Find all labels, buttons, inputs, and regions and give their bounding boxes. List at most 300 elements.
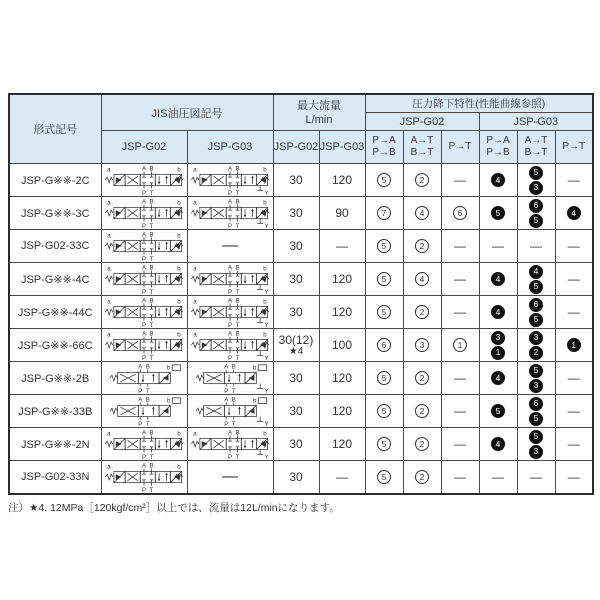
curve-ref-g02-at-bt [403,461,441,495]
svg-text:b: b [177,298,181,306]
curve-ref-g02-pa-pb [365,329,403,362]
model-code: JSP-G※※-66C [9,329,101,362]
jis-symbol-g03-cell [187,329,273,362]
jis-symbol-g02-cell [101,296,187,329]
header-pd-series-g02: JSP-G02 [365,113,479,131]
curve-number-group [453,206,467,220]
curve-ref-g03-pa-pb [479,296,517,329]
svg-text:b: b [263,166,267,174]
svg-text:B: B [145,363,150,371]
jis-valve-symbol-3position-drain [190,296,270,328]
flow-value: 30 [289,370,303,385]
svg-text:A: A [141,429,147,437]
curve-ref-g02-at-bt [403,164,441,197]
curve-number-outline: 1 [453,338,467,352]
jis-valve-symbol-2position [104,395,184,427]
curve-number-group [415,470,429,484]
svg-text:b: b [263,265,267,273]
svg-text:T: T [149,289,154,295]
curve-number-outline: 4 [415,206,429,220]
flow-value: 30 [289,172,303,187]
curve-ref-g02-pt: — [441,362,479,395]
curve-ref-g03-at-bt [517,197,555,230]
curve-number-filled: 6 [529,298,543,312]
svg-text:P: P [227,223,233,229]
max-flow-g02-cell [273,362,319,395]
jis-valve-symbol-3position-drain [190,197,270,229]
header-flow-g03: JSP-G03 [319,131,365,164]
jis-symbol-g03-cell [187,428,273,461]
svg-text:A: A [141,297,147,305]
svg-text:A: A [227,165,233,173]
svg-text:B: B [235,198,240,206]
svg-text:Y: Y [264,421,269,427]
flow-value: 30 [289,304,303,319]
svg-text:P: P [141,487,147,493]
jis-symbol-g02-cell [101,362,187,395]
svg-text:a: a [193,430,197,438]
curve-number-filled: 4 [491,272,505,286]
svg-text:Y: Y [264,223,269,229]
max-flow-g02-cell [273,428,319,461]
max-flow-g02-cell [273,164,319,197]
svg-text:T: T [149,256,154,262]
curve-ref-g02-pa-pb [365,428,403,461]
table-row [9,296,593,329]
pd-col-line: P→B [372,147,396,158]
flow-value: 30 [289,271,303,286]
max-flow-g03-cell: — [319,230,365,263]
jis-symbol-g02-cell [101,329,187,362]
svg-text:T: T [235,289,240,295]
max-flow-g02-cell [273,230,319,263]
curve-ref-g02-pa-pb [365,263,403,296]
svg-text:T: T [235,190,240,196]
jis-valve-symbol-3position [104,197,184,229]
header-flow-g02: JSP-G02 [273,131,319,164]
svg-text:a: a [193,265,197,273]
svg-text:P: P [224,388,229,394]
curve-number-filled: 5 [529,166,543,180]
curve-ref-g03-at-bt [517,362,555,395]
jis-valve-symbol-3position [104,329,184,361]
curve-number-group [491,437,505,451]
jis-symbol-g03-cell [187,164,273,197]
svg-text:a: a [107,166,111,174]
max-flow-g03-cell: 120 [319,395,365,428]
curve-number-group [415,371,429,385]
svg-text:T: T [149,355,154,361]
table-row [9,395,593,428]
svg-text:b: b [177,430,181,438]
curve-number-group [491,272,505,286]
curve-number-filled: 5 [529,313,543,327]
curve-number-group [377,437,391,451]
table-row [9,362,593,395]
curve-number-group [415,305,429,319]
pd-col-line: P→T [448,141,472,152]
svg-text:T: T [235,454,240,460]
curve-ref-g03-at-bt: — [517,461,555,495]
table-body [9,164,593,495]
jis-valve-symbol-3position-drain [190,329,270,361]
curve-ref-g03-pt [555,197,593,230]
jis-symbol-g03-cell: — [187,230,273,263]
curve-number-outline: 5 [377,272,391,286]
svg-text:B: B [231,396,236,404]
max-flow-g03-cell: 120 [319,263,365,296]
curve-number-filled: 5 [529,280,543,294]
curve-ref-g02-at-bt [403,263,441,296]
jis-symbol-g02-cell [101,263,187,296]
jis-symbol-g03-cell [187,296,273,329]
curve-number-group [529,430,543,459]
svg-text:b: b [252,364,257,372]
curve-number-group [377,371,391,385]
curve-number-group [491,206,505,220]
curve-number-filled: 2 [529,346,543,360]
curve-number-filled: 4 [491,173,505,187]
curve-number-filled: 1 [491,346,505,360]
svg-text:T: T [149,487,154,493]
svg-text:P: P [141,355,147,361]
svg-text:b: b [166,364,171,372]
max-flow-g03-cell: — [319,461,365,495]
svg-text:P: P [224,421,229,427]
curve-number-group [415,239,429,253]
curve-number-group [415,404,429,418]
curve-number-group [491,404,505,418]
curve-number-group [567,338,581,352]
curve-ref-g03-pa-pb: — [479,230,517,263]
svg-text:Y: Y [264,190,269,196]
flow-value: 30(12) [278,332,314,347]
svg-text:A: A [141,264,147,272]
svg-text:Y: Y [264,388,269,394]
header-g02-pt [441,131,479,164]
header-jis-g02: JSP-G02 [101,131,187,164]
svg-text:B: B [149,297,154,305]
model-code: JSP-G※※-2C [9,164,101,197]
svg-text:A: A [141,165,147,173]
curve-ref-g02-pt: — [441,263,479,296]
svg-text:P: P [141,289,147,295]
svg-text:B: B [145,396,150,404]
svg-text:T: T [149,223,154,229]
svg-text:P: P [227,190,233,196]
max-flow-g03-cell: 120 [319,428,365,461]
table-row [9,428,593,461]
svg-text:A: A [227,198,233,206]
svg-text:A: A [227,429,233,437]
model-code: JSP-G※※-44C [9,296,101,329]
footnote: 注）★4. 12MPa［120kgf/cm²］以上では、流量は12L/minになります。 [8,502,340,514]
svg-text:Y: Y [264,322,269,328]
svg-text:b: b [263,298,267,306]
header-pressure-drop: 圧力降下特性(性能曲線参照) [365,94,593,113]
table-row [9,461,593,495]
header-row-1 [9,94,593,113]
curve-ref-g02-pt: — [441,230,479,263]
curve-ref-g03-pa-pb [479,263,517,296]
svg-text:B: B [235,297,240,305]
curve-number-outline: 7 [377,206,391,220]
svg-text:b: b [177,463,181,471]
curve-ref-g02-pa-pb [365,461,403,495]
curve-ref-g03-at-bt [517,263,555,296]
curve-ref-g03-at-bt [517,395,555,428]
curve-ref-g02-at-bt [403,230,441,263]
curve-ref-g02-pt: — [441,428,479,461]
curve-number-filled: 4 [529,265,543,279]
header-g03-pa-pb [479,131,517,164]
max-flow-g03-cell: 120 [319,296,365,329]
svg-text:Y: Y [264,355,269,361]
curve-ref-g03-pa-pb [479,362,517,395]
max-flow-g02-cell [273,296,319,329]
curve-number-outline: 2 [415,239,429,253]
curve-number-group [377,338,391,352]
jis-symbol-g02-cell [101,461,187,495]
curve-ref-g03-pt: — [555,461,593,495]
svg-text:A: A [227,297,233,305]
svg-text:P: P [227,289,233,295]
svg-text:T: T [149,322,154,328]
svg-text:b: b [177,199,181,207]
jis-symbol-g02-cell [101,395,187,428]
model-code: JSP-G※※-33B [9,395,101,428]
pd-col-line: P→A [486,135,510,146]
curve-number-filled: 5 [529,364,543,378]
svg-text:B: B [149,165,154,173]
model-code: JSP-G※※-3C [9,197,101,230]
svg-text:a: a [107,232,111,240]
jis-valve-symbol-3position [104,263,184,295]
jis-valve-symbol-2position [104,362,184,394]
pd-col-line: P→B [486,147,510,158]
jis-symbol-g03-cell [187,197,273,230]
curve-ref-g02-pa-pb [365,395,403,428]
svg-text:b: b [166,397,171,405]
svg-text:A: A [141,231,147,239]
jis-valve-symbol-3position-drain [190,164,270,196]
svg-text:a: a [107,199,111,207]
flow-value: 30 [289,205,303,220]
jis-valve-symbol-2position-drain [190,362,270,394]
pd-col-line: B→T [524,147,548,158]
curve-number-outline: 6 [377,338,391,352]
curve-ref-g02-pa-pb [365,164,403,197]
curve-number-group [491,371,505,385]
model-code: JSP-G02-33C [9,230,101,263]
curve-ref-g03-at-bt: — [517,230,555,263]
svg-text:b: b [177,265,181,273]
flow-value: 30 [289,436,303,451]
curve-number-group [491,331,505,360]
curve-ref-g03-at-bt [517,428,555,461]
curve-number-group [377,239,391,253]
svg-text:P: P [227,322,233,328]
svg-text:b: b [177,331,181,339]
curve-ref-g02-at-bt [403,329,441,362]
svg-text:A: A [224,396,229,404]
flow-value: 30 [289,238,303,253]
curve-number-group [377,206,391,220]
curve-ref-g02-pa-pb [365,362,403,395]
svg-text:B: B [235,429,240,437]
curve-number-outline: 6 [453,206,467,220]
pd-col-line: A→T [410,135,434,146]
curve-ref-g02-at-bt [403,395,441,428]
curve-number-group [377,305,391,319]
jis-symbol-g02-cell [101,197,187,230]
header-g03-pt [555,131,593,164]
curve-number-group [415,338,429,352]
flow-value: 30 [289,469,303,484]
svg-text:T: T [149,190,154,196]
curve-number-filled: 6 [529,199,543,213]
curve-number-filled: 3 [529,181,543,195]
svg-text:a: a [107,331,111,339]
svg-text:T: T [149,454,154,460]
curve-ref-g03-pa-pb [479,428,517,461]
curve-number-group [529,331,543,360]
svg-text:B: B [149,264,154,272]
max-flow-g02-cell [273,263,319,296]
svg-text:A: A [227,330,233,338]
curve-number-filled: 5 [529,412,543,426]
curve-number-filled: 5 [491,206,505,220]
curve-ref-g02-pt: — [441,461,479,495]
table-row [9,197,593,230]
max-flow-g03-cell: 100 [319,329,365,362]
valve-spec-sheet [8,93,592,515]
curve-number-group [567,206,581,220]
svg-text:B: B [149,198,154,206]
pd-col-line: A→T [524,135,548,146]
svg-text:B: B [235,330,240,338]
curve-number-group [415,272,429,286]
curve-number-outline: 2 [415,470,429,484]
model-code: JSP-G02-33N [9,461,101,495]
svg-text:A: A [141,198,147,206]
header-jis-symbol: JIS油圧図記号 [101,94,273,131]
curve-number-outline: 5 [377,305,391,319]
curve-ref-g03-pa-pb [479,395,517,428]
svg-text:a: a [107,265,111,273]
curve-number-outline: 5 [377,470,391,484]
svg-text:a: a [193,331,197,339]
svg-text:T: T [235,322,240,328]
curve-ref-g03-pa-pb [479,164,517,197]
flow-note: ★4 [288,345,304,357]
max-flow-g02-cell [273,197,319,230]
curve-ref-g03-at-bt [517,164,555,197]
jis-valve-symbol-3position [104,164,184,196]
svg-text:P: P [141,190,147,196]
curve-number-filled: 5 [529,214,543,228]
header-max-flow-line2: L/min [305,113,333,126]
svg-text:T: T [231,421,236,427]
svg-text:B: B [235,165,240,173]
model-code: JSP-G※※-4C [9,263,101,296]
svg-text:a: a [107,463,111,471]
curve-ref-g02-at-bt [403,428,441,461]
curve-ref-g03-pt: — [555,362,593,395]
svg-text:A: A [224,363,229,371]
jis-symbol-g02-cell [101,164,187,197]
curve-ref-g02-pa-pb [365,197,403,230]
svg-text:b: b [252,397,257,405]
curve-ref-g02-pt: — [441,395,479,428]
curve-number-filled: 5 [529,430,543,444]
curve-number-group [377,272,391,286]
curve-number-outline: 5 [377,173,391,187]
table-row [9,164,593,197]
curve-number-group [491,173,505,187]
curve-ref-g02-pa-pb [365,296,403,329]
svg-text:A: A [227,264,233,272]
jis-symbol-g02-cell [101,230,187,263]
curve-number-group [529,298,543,327]
curve-number-outline: 2 [415,173,429,187]
jis-valve-symbol-3position-drain [190,263,270,295]
svg-text:B: B [149,231,154,239]
curve-ref-g02-pt: — [441,164,479,197]
jis-symbol-g03-cell: — [187,461,273,495]
svg-text:A: A [138,363,143,371]
curve-number-group [529,166,543,195]
curve-number-outline: 5 [377,437,391,451]
header-g02-at-bt [403,131,441,164]
svg-text:P: P [141,256,147,262]
curve-ref-g03-at-bt [517,296,555,329]
svg-text:B: B [149,462,154,470]
svg-text:P: P [227,454,233,460]
svg-text:P: P [227,355,233,361]
svg-text:T: T [231,388,236,394]
svg-text:b: b [263,331,267,339]
svg-text:A: A [138,396,143,404]
model-code: JSP-G※※-2N [9,428,101,461]
svg-text:b: b [263,430,267,438]
curve-number-outline: 2 [415,437,429,451]
curve-number-group [529,199,543,228]
curve-ref-g02-at-bt [403,197,441,230]
svg-text:T: T [145,421,150,427]
curve-ref-g03-pa-pb [479,197,517,230]
svg-text:T: T [235,355,240,361]
jis-valve-symbol-3position [104,461,184,493]
curve-number-outline: 5 [377,371,391,385]
curve-number-outline: 2 [415,305,429,319]
curve-number-group [529,397,543,426]
curve-ref-g03-pt: — [555,395,593,428]
curve-number-group [529,364,543,393]
curve-number-filled: 4 [491,371,505,385]
flow-value: 30 [289,403,303,418]
pd-col-line: P→T [562,141,586,152]
jis-valve-symbol-3position [104,296,184,328]
curve-ref-g03-pt: — [555,428,593,461]
header-max-flow [273,94,365,131]
svg-text:P: P [141,454,147,460]
curve-number-group [377,404,391,418]
curve-number-filled: 4 [491,305,505,319]
header-max-flow-line1: 最大流量 [297,99,341,112]
curve-ref-g03-pt: — [555,263,593,296]
curve-number-group [415,206,429,220]
